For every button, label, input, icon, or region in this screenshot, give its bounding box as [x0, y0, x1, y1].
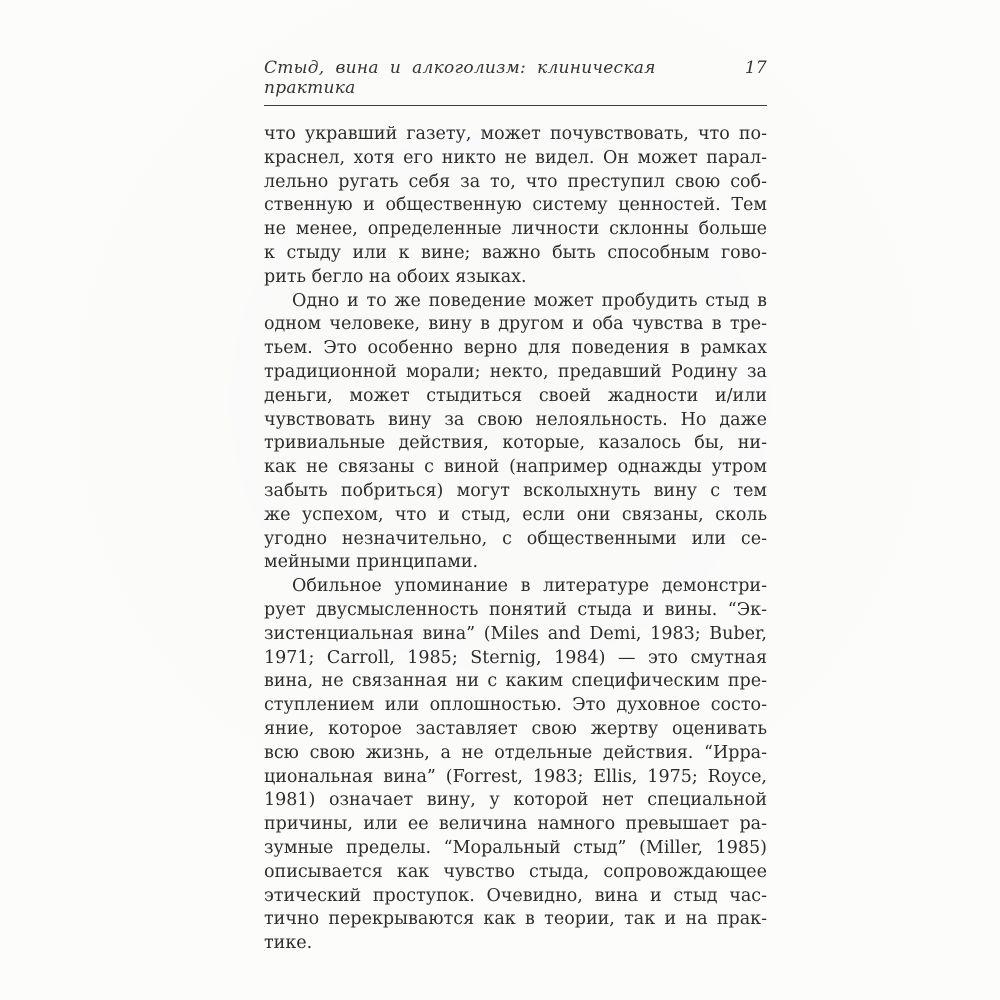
text-line: забыть побриться) могут всколыхнуть вину с тем [264, 480, 767, 501]
running-head-title: Стыд, вина и алкоголизм: клиническая практика [264, 58, 656, 98]
text-line: рить бегло на обоих языках. [264, 266, 527, 287]
text-line: Обильное упоминание в литературе демонстри- [292, 576, 767, 597]
text-line: всю свою жизнь, а не отдельные действия. “Ирра- [264, 742, 767, 763]
text-line: одном человеке, вину в другом и оба чувства в тре- [264, 314, 767, 335]
text-line: лельно ругать себя за то, что преступил свою соб- [264, 171, 767, 192]
text-line: же успехом, что и стыд, если они связаны, сколь [264, 504, 767, 525]
text-line: тьем. Это особенно верно для поведения в рамках [264, 338, 767, 359]
text-line: рует двусмысленность понятий стыда и вины. “Эк- [264, 599, 767, 620]
text-line: 1971; Carroll, 1985; Sternig, 1984) — это смутная [264, 647, 767, 668]
text-line: к стыду или к вине; важно быть способным гово- [264, 242, 767, 263]
text-line: этический проступок. Очевидно, вина и стыд час- [264, 885, 767, 906]
text-line: причины, или ее величина намного превышает ра- [264, 814, 767, 835]
paragraph [264, 575, 767, 956]
text-line: 1981) означает вину, у которой нет специальной [264, 790, 767, 811]
text-line: ступлением или оплошностью. Это духовное состо- [264, 695, 767, 716]
paragraph [264, 290, 767, 576]
text-line: деньги, может стыдиться своей жадности и/или [264, 385, 767, 406]
text-line: угодно незначительно, с общественными или се- [264, 528, 767, 549]
text-line: не менее, определенные личности склонны больше [264, 219, 767, 240]
text-line: как не связаны с виной (например однажды утром [264, 457, 767, 478]
text-line: описывается как чувство стыда, сопровождающее [264, 861, 767, 882]
text-line: ственную и общественную систему ценностей. Тем [264, 195, 767, 216]
text-line: зистенциальная вина” (Miles and Demi, 1983; Buber, [264, 623, 767, 644]
text-line: тике. [264, 933, 313, 954]
text-line: чувствовать вину за свою нелояльность. Но даже [264, 409, 767, 430]
page-body [264, 123, 767, 956]
text-line: Одно и то же поведение может пробудить стыд в [292, 290, 767, 311]
text-line: зумные пределы. “Моральный стыд” (Miller, 1985) [264, 837, 767, 858]
text-line: тично перекрываются как в теории, так и на прак- [264, 909, 767, 930]
text-line: циональная вина” (Forrest, 1983; Ellis, 1975; Royce, [264, 766, 767, 787]
running-head [264, 58, 767, 106]
text-line: традиционной морали; некто, предавший Родину за [264, 361, 767, 382]
text-line: вина, не связанная ни с каким специфическим пре- [264, 671, 767, 692]
text-block [264, 58, 767, 956]
text-line: что укравший газету, может почувствовать, что по- [264, 124, 767, 144]
paragraph [264, 123, 767, 290]
page-number: 17 [744, 58, 767, 78]
text-line: мейными принципами. [264, 552, 479, 573]
text-line: тривиальные действия, которые, казалось бы, ни- [264, 433, 767, 454]
text-line: краснел, хотя его никто не видел. Он может парал- [264, 147, 767, 168]
text-line: яние, которое заставляет свою жертву оценивать [264, 718, 767, 739]
